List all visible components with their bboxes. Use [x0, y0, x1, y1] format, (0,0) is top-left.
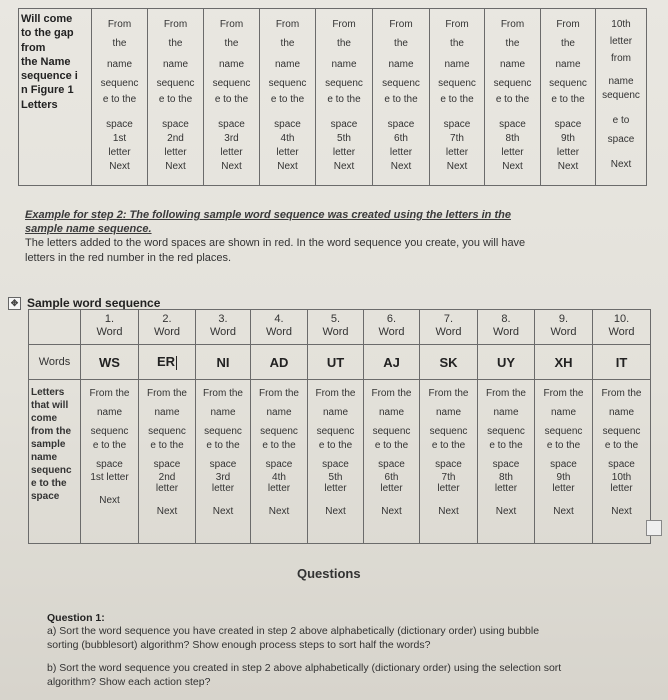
cell-line: Next: [557, 161, 579, 172]
cell-line: name: [499, 59, 525, 70]
cell-line: the: [224, 38, 239, 49]
cell-line: space: [209, 459, 237, 470]
cell-line: 1st letter: [90, 472, 129, 483]
cell-line: space: [435, 459, 462, 470]
cell-line: 6th: [384, 472, 399, 483]
cell-line: Next: [109, 161, 130, 172]
cell-line: 5th: [328, 472, 343, 483]
word-header: [535, 310, 593, 345]
letters-cell[interactable]: [139, 380, 196, 544]
cell-line: sequenc: [325, 78, 363, 89]
cell-line: Next: [381, 506, 402, 517]
word-cell-active[interactable]: [139, 345, 196, 380]
cell-line: Next: [268, 506, 290, 517]
cell-line: space: [218, 119, 245, 130]
letters-cell[interactable]: [535, 380, 593, 544]
letters-cell[interactable]: [364, 380, 420, 544]
word-cell[interactable]: UY: [478, 345, 535, 380]
cell-line: From: [389, 19, 413, 30]
cell-line: e to the: [270, 94, 305, 105]
t1-col: [541, 9, 596, 186]
cell-line: sequenc: [438, 78, 476, 89]
cell-line: letter: [276, 147, 299, 158]
text-cursor: [176, 356, 177, 370]
cell-line: sequenc: [493, 78, 532, 89]
cell-line: name: [154, 407, 180, 418]
t1-col: [260, 9, 316, 186]
word-label: Word: [492, 325, 520, 338]
cell-line: e to the: [489, 440, 523, 451]
cell-line: Next: [156, 506, 178, 517]
cell-line: space: [378, 459, 405, 470]
words-label: Words: [29, 345, 81, 380]
row-header-line: come: [31, 413, 58, 424]
cell-line: e to the: [495, 94, 530, 105]
row-header-line: the Name: [21, 55, 71, 68]
cell-line: Next: [390, 161, 412, 172]
question-1b-line1: b) Sort the word sequence you created in step 2 above alphabetically (dictionary order) using the selection sort: [47, 662, 562, 674]
cell-line: letter: [332, 147, 356, 158]
cell-line: name: [378, 407, 404, 418]
word-cell-text: ER: [156, 354, 176, 370]
cell-line: 9th: [556, 472, 571, 483]
word-cell[interactable]: UT: [308, 345, 364, 380]
cell-line: 2nd: [167, 133, 184, 144]
word-cell[interactable]: NI: [196, 345, 251, 380]
cell-line: e to the: [374, 440, 409, 451]
word-cell[interactable]: XH: [535, 345, 593, 380]
cell-line: From the: [601, 388, 642, 399]
cell-line: space: [330, 119, 358, 130]
question-1b-line2: algorithm? Show each action step?: [47, 676, 211, 688]
t1-row-header: [19, 9, 92, 186]
t1-col: [596, 9, 647, 186]
cell-line: From: [275, 19, 300, 30]
word-label: Word: [378, 325, 405, 338]
cell-line: e to the: [440, 94, 474, 105]
table-resize-handle[interactable]: [646, 520, 662, 536]
cell-line: e to the: [431, 440, 466, 451]
cell-line: sequenc: [148, 426, 186, 437]
word-number: 1.: [104, 313, 115, 325]
cell-line: e to the: [327, 94, 361, 105]
cell-line: space: [492, 459, 520, 470]
cell-line: the: [168, 38, 183, 49]
letters-cell[interactable]: [81, 380, 139, 544]
cell-line: From: [219, 19, 244, 30]
cell-line: e to the: [604, 440, 639, 451]
row-header-line: to the gap: [21, 27, 74, 40]
cell-line: the: [561, 38, 575, 49]
cell-line: letter: [324, 483, 347, 494]
cell-line: name: [608, 76, 634, 87]
cell-line: e to the: [384, 94, 418, 105]
cell-line: e to the: [546, 440, 581, 451]
cell-line: 8th: [499, 472, 513, 483]
cell-line: the: [280, 38, 295, 49]
word-header: [196, 310, 251, 345]
cell-line: sequenc: [382, 78, 420, 89]
cell-line: sequenc: [544, 426, 583, 437]
word-cell[interactable]: AJ: [364, 345, 420, 380]
cell-line: 2nd: [158, 472, 176, 483]
word-cell[interactable]: WS: [81, 345, 139, 380]
word-number: 8.: [501, 313, 511, 325]
cell-line: 10th: [611, 472, 632, 483]
sample-word-sequence-table: [28, 309, 651, 544]
cell-line: sequenc: [204, 426, 242, 437]
t1-col: [148, 9, 204, 186]
cell-line: Next: [277, 161, 298, 172]
cell-line: e to: [612, 115, 630, 126]
cell-line: 8th: [505, 133, 520, 144]
cell-line: sequenc: [372, 426, 411, 437]
cell-line: 1st: [112, 133, 127, 144]
cell-line: letter: [267, 483, 291, 494]
cell-line: From the: [258, 388, 299, 399]
cell-line: e to the: [158, 94, 193, 105]
cell-line: sequenc: [602, 426, 641, 437]
cell-line: Next: [438, 506, 459, 517]
cell-line: space: [554, 119, 582, 130]
row-header-line: from the: [31, 426, 71, 437]
cell-line: name: [550, 407, 576, 418]
cell-line: 5th: [337, 133, 351, 144]
row-header-line: that will: [31, 400, 69, 411]
letters-cell[interactable]: [308, 380, 364, 544]
cell-line: letter: [501, 147, 524, 158]
cell-line: space: [499, 119, 526, 130]
cell-line: name: [274, 59, 300, 70]
cell-line: e to the: [92, 440, 127, 451]
example-title: Example for step 2: The following sample word sequence was created using the letters in the: [25, 209, 511, 221]
cell-line: sequenc: [260, 426, 298, 437]
cell-line: sequenc: [212, 78, 251, 89]
letters-gap-table: [18, 8, 647, 186]
word-number: 10.: [613, 313, 630, 325]
move-handle-icon[interactable]: ✥: [8, 297, 21, 310]
cell-line: letter: [437, 483, 460, 494]
cell-line: sequenc: [549, 78, 587, 89]
word-number: 3.: [218, 313, 228, 325]
word-number: 6.: [386, 313, 397, 325]
cell-line: From the: [371, 388, 412, 399]
cell-line: e to the: [102, 94, 137, 105]
cell-line: e to the: [206, 440, 240, 451]
cell-line: letter: [211, 483, 235, 494]
t1-col: [430, 9, 485, 186]
cell-line: From: [445, 19, 469, 30]
cell-line: letter: [445, 147, 469, 158]
row-header-line: Letters: [31, 387, 65, 398]
word-header: [81, 310, 139, 345]
cell-line: space: [607, 134, 635, 145]
word-cell[interactable]: AD: [251, 345, 308, 380]
cell-line: 4th: [272, 472, 286, 483]
cell-line: letter: [108, 147, 131, 158]
cell-line: name: [388, 59, 414, 70]
cell-line: sequenc: [316, 426, 355, 437]
cell-line: Next: [495, 506, 517, 517]
questions-heading: Questions: [297, 566, 361, 581]
cell-line: letter: [609, 36, 633, 47]
cell-line: space: [265, 459, 293, 470]
cell-line: the: [112, 38, 127, 49]
word-header: [364, 310, 420, 345]
question-1a-line2: sorting (bubblesort) algorithm? Show enough process steps to sort half the words?: [47, 639, 431, 651]
cell-line: e to the: [262, 440, 296, 451]
t2-corner: [29, 310, 81, 345]
cell-line: From the: [485, 388, 526, 399]
cell-line: space: [153, 459, 181, 470]
cell-line: letter: [164, 147, 187, 158]
cell-line: letter: [556, 147, 580, 158]
cell-line: sequenc: [90, 426, 129, 437]
cell-line: Next: [502, 161, 523, 172]
cell-line: sequenc: [429, 426, 468, 437]
cell-line: space: [274, 119, 301, 130]
t1-col: [92, 9, 148, 186]
cell-line: 7th: [441, 472, 456, 483]
cell-line: From the: [89, 388, 130, 399]
cell-line: sequenc: [268, 78, 307, 89]
cell-line: the: [337, 38, 351, 49]
cell-line: Next: [212, 506, 234, 517]
word-header: [420, 310, 478, 345]
cell-line: From: [556, 19, 580, 30]
cell-line: Next: [611, 506, 632, 517]
question-1a-line1: a) Sort the word sequence you have created in step 2 above alphabetically (dictionary order) using bubble: [47, 625, 540, 637]
cell-line: Next: [553, 506, 574, 517]
row-header-line: e to the: [31, 478, 67, 489]
word-label: Word: [96, 325, 123, 338]
cell-line: e to the: [318, 440, 353, 451]
cell-line: name: [435, 407, 461, 418]
cell-line: From the: [315, 388, 356, 399]
example-body-line2: letters in the red number in the red places.: [25, 252, 232, 264]
cell-line: sequenc: [156, 78, 195, 89]
word-label: Word: [608, 325, 635, 338]
cell-line: e to the: [551, 94, 585, 105]
word-number: 2.: [162, 313, 172, 325]
row-header-line: name: [31, 452, 58, 463]
row-header-line: sequence i: [21, 70, 78, 83]
cell-line: From: [332, 19, 356, 30]
word-number: 7.: [443, 313, 454, 325]
cell-line: name: [210, 407, 236, 418]
cell-line: From the: [202, 388, 243, 399]
cell-line: name: [444, 59, 470, 70]
letters-cell[interactable]: [251, 380, 308, 544]
cell-line: From the: [146, 388, 187, 399]
cell-line: letter: [494, 483, 518, 494]
cell-line: From: [163, 19, 188, 30]
example-body-line1: The letters added to the word spaces are shown in red. In the word sequence you create, you will have: [25, 237, 526, 249]
cell-line: name: [608, 407, 634, 418]
word-label: Word: [550, 325, 577, 338]
t1-col: [373, 9, 430, 186]
cell-line: letter: [389, 147, 413, 158]
t1-col: [316, 9, 373, 186]
cell-line: Next: [99, 495, 120, 506]
cell-line: space: [96, 459, 123, 470]
cell-line: name: [96, 407, 122, 418]
cell-line: letter: [610, 483, 633, 494]
word-header: [251, 310, 308, 345]
cell-line: name: [555, 59, 581, 70]
word-label: Word: [265, 325, 293, 338]
cell-line: e to the: [150, 440, 184, 451]
t1-col: [485, 9, 541, 186]
cell-line: name: [493, 407, 519, 418]
cell-line: name: [162, 59, 188, 70]
cell-line: letter: [380, 483, 403, 494]
letters-cell[interactable]: [196, 380, 251, 544]
word-cell[interactable]: IT: [593, 345, 651, 380]
cell-line: space: [608, 459, 635, 470]
cell-line: space: [322, 459, 349, 470]
cell-line: Next: [165, 161, 186, 172]
cell-line: 10th: [611, 19, 631, 30]
cell-line: name: [322, 407, 348, 418]
cell-line: Next: [221, 161, 242, 172]
cell-line: name: [266, 407, 292, 418]
cell-line: sequenc: [602, 90, 640, 101]
word-number: 5.: [330, 313, 341, 325]
cell-line: space: [387, 119, 415, 130]
row-header-line: sample: [31, 439, 66, 450]
cell-line: name: [218, 59, 244, 70]
word-header: [308, 310, 364, 345]
letters-cell[interactable]: [420, 380, 478, 544]
cell-line: name: [106, 59, 132, 70]
cell-line: 9th: [561, 133, 575, 144]
cell-line: 6th: [394, 133, 408, 144]
letters-row-header: [29, 380, 81, 544]
cell-line: the: [394, 38, 408, 49]
cell-line: sequenc: [100, 78, 139, 89]
cell-line: letter: [155, 483, 179, 494]
cell-line: name: [331, 59, 357, 70]
caption-text: Sample word sequence: [27, 296, 161, 310]
cell-line: Next: [325, 506, 346, 517]
row-header-line: Will come: [21, 13, 73, 25]
t1-col: [204, 9, 260, 186]
cell-line: space: [443, 119, 471, 130]
cell-line: the: [505, 38, 520, 49]
cell-line: space: [106, 119, 133, 130]
cell-line: From: [500, 19, 525, 30]
cell-line: From: [107, 19, 132, 30]
cell-line: sequenc: [487, 426, 525, 437]
word-label: Word: [322, 325, 349, 338]
cell-line: the: [450, 38, 464, 49]
word-cell[interactable]: SK: [420, 345, 478, 380]
cell-line: 3rd: [224, 133, 239, 144]
cell-line: From the: [543, 388, 584, 399]
row-header-line: sequenc: [31, 465, 72, 476]
cell-line: From the: [428, 388, 469, 399]
row-header-line: space: [31, 491, 60, 502]
row-header-line: n Figure 1: [21, 84, 74, 97]
word-label: Word: [435, 325, 462, 338]
table-caption: [8, 296, 160, 310]
cell-line: 4th: [280, 133, 295, 144]
cell-line: space: [162, 119, 189, 130]
cell-line: e to the: [214, 94, 249, 105]
row-header-line: from: [21, 41, 46, 54]
cell-line: 7th: [450, 133, 464, 144]
cell-line: letter: [552, 483, 575, 494]
word-number: 9.: [558, 313, 569, 325]
question-1-label: Question 1:: [47, 612, 105, 624]
letters-cell[interactable]: [478, 380, 535, 544]
letters-cell[interactable]: [593, 380, 651, 544]
word-number: 4.: [274, 313, 284, 325]
cell-line: Next: [446, 161, 468, 172]
cell-line: Next: [333, 161, 355, 172]
word-label: Word: [153, 325, 181, 338]
cell-line: Next: [610, 159, 632, 170]
word-header: [478, 310, 535, 345]
cell-line: from: [611, 53, 631, 64]
row-header-line: Letters: [21, 98, 58, 111]
example-title-cont: sample name sequence.: [25, 223, 152, 235]
word-header: [593, 310, 651, 345]
cell-line: 3rd: [215, 472, 231, 483]
word-header: [139, 310, 196, 345]
cell-line: letter: [220, 147, 243, 158]
word-label: Word: [209, 325, 237, 338]
cell-line: space: [550, 459, 577, 470]
